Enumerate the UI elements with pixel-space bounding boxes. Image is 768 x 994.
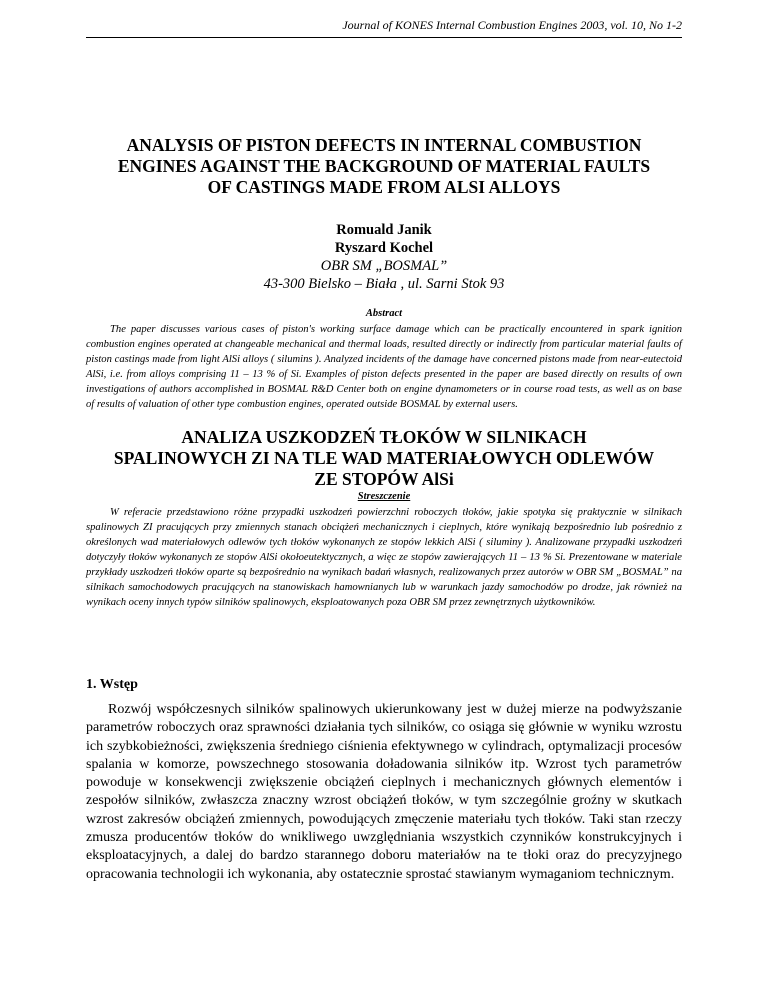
abstract-text: The paper discusses various cases of piston's working surface damage which can be practically encountered in spark ignition combustion engines operated at changeable mechanical and thermal loads, resulted directly or indirectly from particular material faults of piston castings made from light AlSi alloys ( silumins ). Analyzed incidents of the damage have concerned pistons made from near-eutectoid AlSi, i.e. from alloys comprising 11 – 13 % of Si. Examples of piston defects presented in the paper are based directly on results of own investigations of authors accomplished in BOSMAL R&D Center both on engine dynamometers or in course road tests, as well as on base of results of valuation of other type combustion engines, operated outside BOSMAL by external users. (86, 324, 682, 410)
header-rule (86, 37, 682, 38)
abstract-heading: Abstract (365, 308, 403, 319)
author-institution: OBR SM „BOSMAL” (320, 258, 448, 274)
title-pl-line: ZE STOPÓW AlSi (314, 469, 454, 489)
title-polish (86, 427, 682, 490)
section-body-text: Rozwój współczesnych silników spalinowych ukierunkowany jest w dużej mierze na podwyższanie parametrów roboczych oraz sprawności działania tych silników, co osiąga się głównie w wyniku wzrostu ich szybkobieżności, zwiększenia średniego ciśnienia efektywnego w cylindrach, optymalizacji procesów spalania w komorze, powszechnego stosowania doładowania silników itp. Wzrost tych parametrów powoduje w konsekwencji zwiększenie obciążeń cieplnych i mechanicznych głównych elementów i zespołów silników, zwłaszcza znaczny wzrost obciążeń tłoków, w tym szczególnie groźny w skutkach wzrost zakresów obciążeń zmiennych, powodujących zmęczenie materiału tych tłoków. Taki stan rzeczy zmusza producentów tłoków do wnikliwego uwzględniania wszystkich czynników konstrukcyjnych i eksploatacyjnych, a dalej do bardzo starannego doboru materiałów na te tłoki oraz do precyzyjnego opracowania technologii ich wykonania, aby ostatecznie sprostać stawianym wymaganiom technicznym. (86, 702, 682, 882)
author-name: Romuald Janik (336, 222, 432, 238)
streszczenie-heading: Streszczenie (357, 491, 411, 502)
title-english (86, 135, 682, 198)
journal-header: Journal of KONES Internal Combustion Engines 2003, vol. 10, No 1-2 (342, 18, 682, 32)
streszczenie-text: W referacie przedstawiono różne przypadki uszkodzeń powierzchni roboczych tłoków, jakie spotyka się praktycznie w silnikach spalinowych ZI pracujących przy zmiennych stanach obciążeń mechanicznych i cieplnych, które wynikają bezpośrednio lub pośrednio z określonych wad materiałowych odlewów tych tłoków wykonanych ze stopów lekkich AlSi ( siluminy ). Analizowane przypadki uszkodzeń dotyczyły tłoków wykonanych ze stopów AlSi okołoeutektycznych, a więc ze stopów zawierających 11 – 13 % Si. Prezentowane w materiale przykłady uszkodzeń tłoków oparte są bezpośrednio na wynikach badań własnych, realizowanych przez autorów w OBR SM „BOSMAL” na silnikach samochodowych pracujących na stanowiskach hamownianych lub w warunkach jazdy samochodów po drodze, jak również na wynikach oceny innych typów silników spalinowych, eksploatowanych poza OBR SM przez zewnętrznych użytkowników. (86, 507, 682, 608)
section-heading: 1. Wstęp (86, 677, 138, 692)
title-en-line: ENGINES AGAINST THE BACKGROUND OF MATERIAL FAULTS (117, 156, 651, 176)
title-pl-line: ANALIZA USZKODZEŃ TŁOKÓW W SILNIKACH (181, 427, 587, 447)
title-en-line: ANALYSIS OF PISTON DEFECTS IN INTERNAL COMBUSTION (126, 135, 642, 155)
author-block (86, 221, 682, 293)
author-name: Ryszard Kochel (334, 240, 434, 256)
title-pl-line: SPALINOWYCH ZI NA TLE WAD MATERIAŁOWYCH ODLEWÓW (113, 448, 655, 468)
title-en-line: OF CASTINGS MADE FROM ALSI ALLOYS (207, 177, 561, 197)
author-address: 43-300 Bielsko – Biała , ul. Sarni Stok 93 (263, 276, 505, 292)
